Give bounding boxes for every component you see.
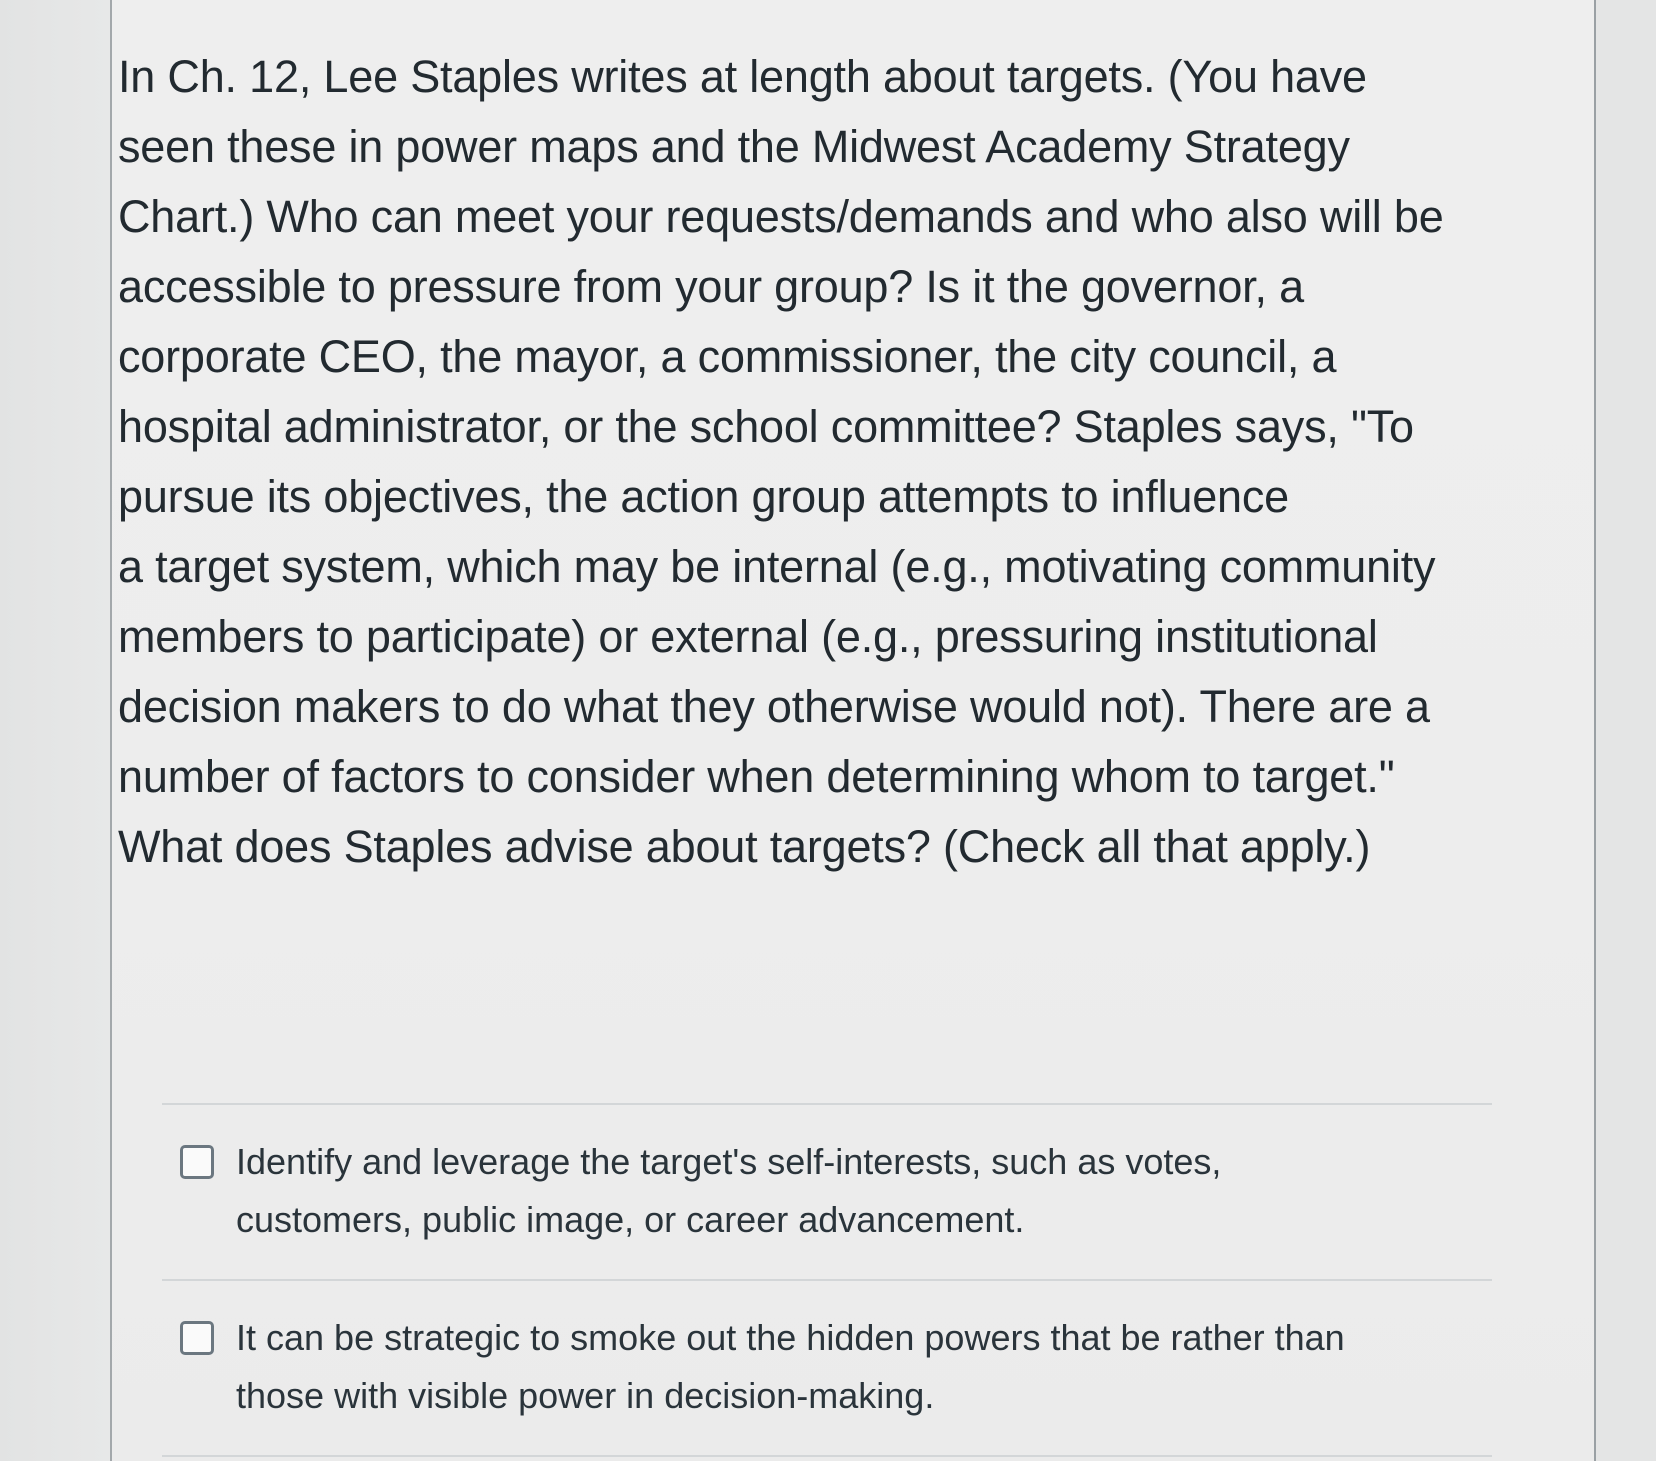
question-line: a target system, which may be internal (e.g., motivating community	[118, 541, 1436, 592]
answer-label-1[interactable]	[236, 1133, 1221, 1249]
question-line: In Ch. 12, Lee Staples writes at length about targets. (You have	[118, 51, 1367, 102]
left-gutter	[0, 0, 110, 1461]
right-gutter	[1594, 0, 1656, 1461]
answer-divider	[162, 1455, 1492, 1457]
question-text	[118, 42, 1568, 882]
question-line: corporate CEO, the mayor, a commissioner, the city council, a	[118, 331, 1337, 382]
answer-label-2[interactable]	[236, 1309, 1345, 1425]
answer-label-line: customers, public image, or career advancement.	[236, 1199, 1025, 1240]
answer-list	[162, 1103, 1492, 1457]
question-line: hospital administrator, or the school committee? Staples says, "To	[118, 401, 1414, 452]
answer-label-line: It can be strategic to smoke out the hidden powers that be rather than	[236, 1317, 1345, 1358]
answer-label-line: Identify and leverage the target's self-interests, such as votes,	[236, 1141, 1222, 1182]
answer-option-2[interactable]	[162, 1281, 1492, 1455]
checkbox-option-1[interactable]	[180, 1145, 214, 1179]
checkbox-option-2[interactable]	[180, 1321, 214, 1355]
question-line: What does Staples advise about targets? (Check all that apply.)	[118, 821, 1371, 872]
question-line: accessible to pressure from your group? Is it the governor, a	[118, 261, 1304, 312]
question-card	[110, 0, 1594, 1461]
answer-label-line: those with visible power in decision-making.	[236, 1375, 935, 1416]
question-line: decision makers to do what they otherwise would not). There are a	[118, 681, 1430, 732]
question-line: number of factors to consider when determining whom to target."	[118, 751, 1395, 802]
question-line: Chart.) Who can meet your requests/demands and who also will be	[118, 191, 1444, 242]
question-line: pursue its objectives, the action group attempts to influence	[118, 471, 1289, 522]
answer-option-1[interactable]	[162, 1105, 1492, 1279]
question-line: members to participate) or external (e.g., pressuring institutional	[118, 611, 1378, 662]
question-line: seen these in power maps and the Midwest Academy Strategy	[118, 121, 1350, 172]
